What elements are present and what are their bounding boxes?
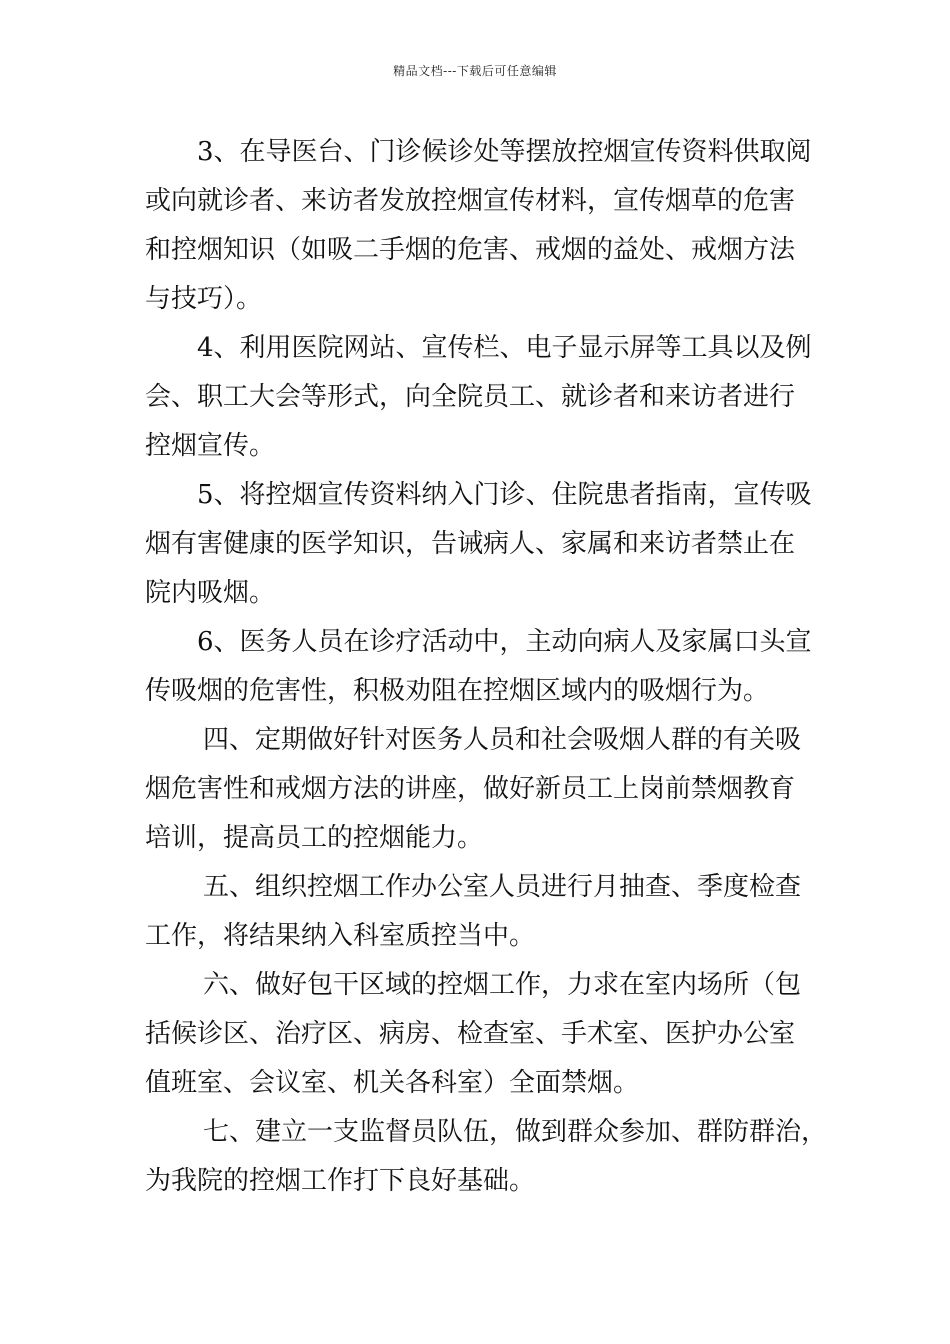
paragraph-line: 院内吸烟。: [145, 578, 276, 608]
paragraph-section-4: [145, 716, 823, 863]
page-header: 精品文档---下载后可任意编辑: [393, 64, 557, 78]
paragraph-line: 工作，将结果纳入科室质控当中。: [145, 921, 536, 951]
paragraph-section-7: [145, 1108, 828, 1206]
paragraph-line: 括候诊区、治疗区、病房、检查室、手术室、医护办公室: [145, 1019, 796, 1049]
paragraph-line: 烟有害健康的医学知识，告诫病人、家属和来访者禁止在: [145, 529, 796, 559]
paragraph-line: 和控烟知识（如吸二手烟的危害、戒烟的益处、戒烟方法: [145, 235, 796, 265]
paragraph-line: 烟危害性和戒烟方法的讲座，做好新员工上岗前禁烟教育: [145, 774, 796, 804]
paragraph-line: 培训，提高员工的控烟能力。: [145, 823, 484, 853]
paragraph-line: 传吸烟的危害性，积极劝阻在控烟区域内的吸烟行为。: [145, 676, 770, 706]
paragraph-item-3: [145, 128, 823, 324]
paragraph-line: 七、建立一支监督员队伍，做到群众参加、群防群治，: [203, 1117, 828, 1147]
paragraph-section-6: [145, 961, 823, 1108]
paragraph-item-6: [145, 618, 823, 716]
paragraph-item-4: [145, 324, 823, 471]
document-body: [145, 128, 828, 1206]
paragraph-line: 值班室、会议室、机关各科室）全面禁烟。: [145, 1068, 640, 1098]
paragraph-line: 六、做好包干区域的控烟工作，力求在室内场所（包: [203, 970, 802, 1000]
paragraph-line: 与技巧）。: [145, 284, 263, 314]
paragraph-line: 四、定期做好针对医务人员和社会吸烟人群的有关吸: [203, 725, 802, 755]
paragraph-line: 控烟宣传。: [145, 431, 276, 461]
paragraph-line: 会、职工大会等形式，向全院员工、就诊者和来访者进行: [145, 382, 796, 412]
paragraph-item-5: [145, 471, 823, 618]
paragraph-line: 五、组织控烟工作办公室人员进行月抽查、季度检查: [203, 872, 802, 902]
paragraph-line: 为我院的控烟工作打下良好基础。: [145, 1166, 536, 1196]
paragraph-line: 或向就诊者、来访者发放控烟宣传材料，宣传烟草的危害: [145, 186, 796, 216]
paragraph-line: 5、将控烟宣传资料纳入门诊、住院患者指南，宣传吸: [197, 480, 812, 510]
paragraph-line: 4、利用医院网站、宣传栏、电子显示屏等工具以及例: [197, 333, 812, 363]
paragraph-line: 6、医务人员在诊疗活动中，主动向病人及家属口头宣: [197, 627, 812, 657]
paragraph-line: 3、在导医台、门诊候诊处等摆放控烟宣传资料供取阅: [197, 137, 812, 167]
paragraph-section-5: [145, 863, 823, 961]
